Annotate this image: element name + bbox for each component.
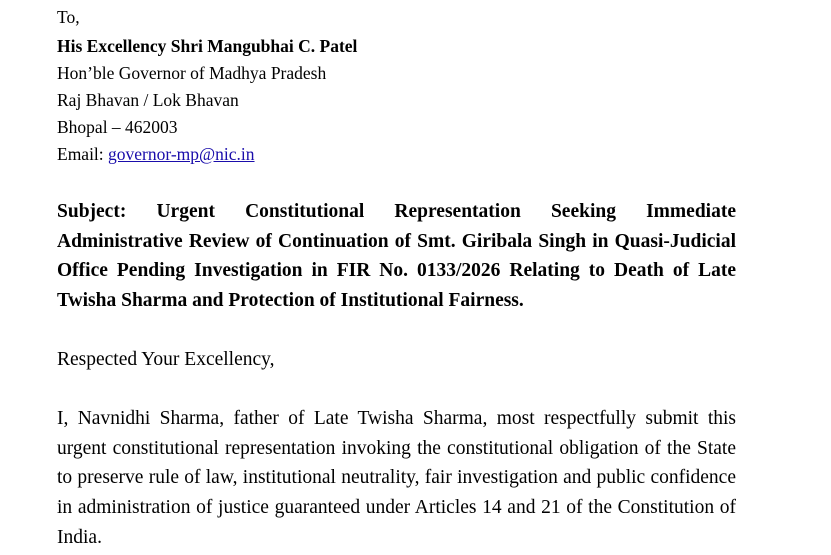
recipient-name: His Excellency Shri Mangubhai C. Patel [57, 36, 358, 56]
recipient-title: Hon’ble Governor of Madhya Pradesh [57, 63, 327, 83]
subject-paragraph [57, 197, 736, 316]
recipient-email-line [57, 146, 255, 164]
recipient-city: Bhopal – 462003 [57, 117, 178, 137]
recipient-office: Raj Bhavan / Lok Bhavan [57, 90, 239, 110]
email-link[interactable]: governor-mp@nic.in [108, 144, 255, 164]
subject-label: Subject: [57, 201, 127, 222]
salutation: Respected Your Excellency, [57, 349, 275, 370]
body-paragraph: I, Navnidhi Sharma, father of Late Twisha Sharma, most respectfully submit this urgent constitutional representation invoking the constitutional obligation of the State to preserve rule of law, institutional neutrality, fair investigation and public confidence in administration of justice guaranteed under Articles 14 and 21 of the Constitution of India. [57, 408, 736, 548]
email-label: Email: [57, 144, 104, 164]
subject-text: Urgent Constitutional Representation Seeking Immediate Administrative Review of Continuation of Smt. Giribala Singh in Quasi-Judicial Office Pending Investigation in FIR No. 0133/2026 Relating to Death of Late Twisha Sharma and Protection of Institutional Fairness. [57, 201, 736, 312]
address-to: To, [57, 7, 80, 27]
